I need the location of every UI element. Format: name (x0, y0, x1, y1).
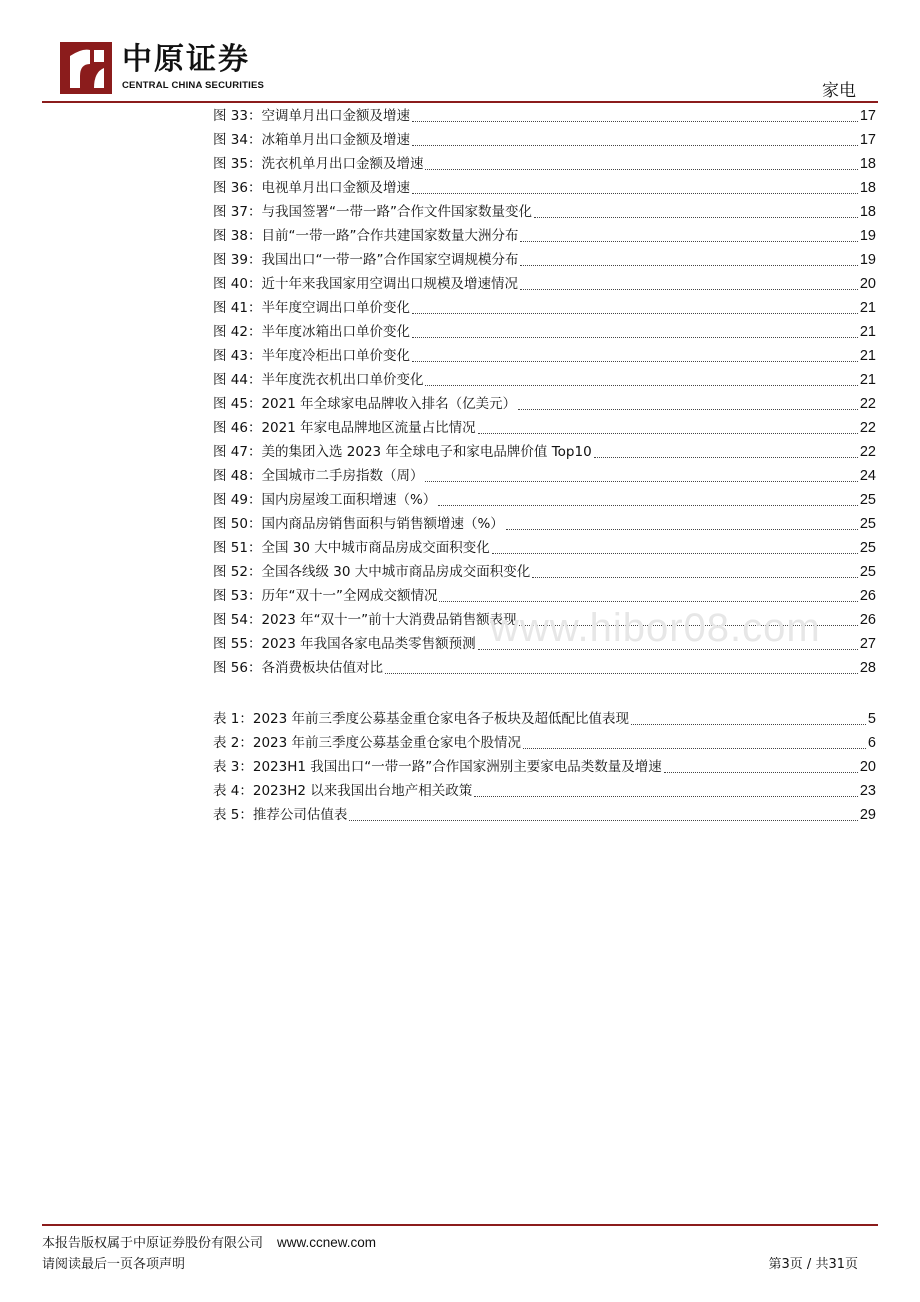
figure-entry-page: 22 (859, 396, 876, 412)
leader-dots (478, 649, 858, 650)
figure-entry-page: 26 (859, 588, 876, 604)
footer-copyright-line (42, 1232, 376, 1251)
figure-entry-label: 图 43：半年度冷柜出口单价变化 (213, 348, 410, 364)
leader-dots (506, 529, 858, 530)
figure-entry-label: 图 50：国内商品房销售面积与销售额增速（%） (213, 516, 504, 532)
figure-entry[interactable] (213, 656, 876, 680)
figure-entry[interactable] (213, 464, 876, 488)
leader-dots (412, 361, 858, 362)
table-entry-label: 表 4：2023H2 以来我国出台地产相关政策 (213, 783, 473, 799)
figure-entry-page: 25 (859, 516, 876, 532)
leader-dots (425, 385, 857, 386)
figure-entry-page: 18 (859, 156, 876, 172)
table-entry-page: 5 (867, 711, 876, 727)
logo-text-en: CENTRAL CHINA SECURITIES (122, 80, 265, 91)
figure-entry-page: 21 (859, 324, 876, 340)
figure-entry-page: 28 (859, 660, 876, 676)
figure-entry-label: 图 37：与我国签署“一带一路”合作文件国家数量变化 (213, 204, 532, 220)
leader-dots (412, 121, 858, 122)
figure-entry-page: 19 (859, 228, 876, 244)
figure-entry-label: 图 41：半年度空调出口单价变化 (213, 300, 410, 316)
figure-entry[interactable] (213, 104, 876, 128)
leader-dots (349, 820, 857, 821)
section-label: 家电 (822, 81, 856, 101)
figure-entry-label: 图 52：全国各线级 30 大中城市商品房成交面积变化 (213, 564, 531, 580)
leader-dots (519, 625, 858, 626)
figure-entry[interactable] (213, 272, 876, 296)
leader-dots (520, 265, 857, 266)
figure-entry[interactable] (213, 440, 876, 464)
leader-dots (385, 673, 858, 674)
footer-rule (42, 1224, 878, 1226)
figure-entry-label: 图 40：近十年来我国家用空调出口规模及增速情况 (213, 276, 518, 292)
footer-page-info: 第3页 / 共31页 (768, 1257, 858, 1272)
figure-entry[interactable] (213, 320, 876, 344)
logo-text-cn: 中原证券 (122, 42, 250, 77)
figure-entry-label: 图 51：全国 30 大中城市商品房成交面积变化 (213, 540, 490, 556)
figure-entry-page: 20 (859, 276, 876, 292)
figure-entry-page: 18 (859, 180, 876, 196)
table-entry-page: 6 (867, 735, 876, 751)
footer-copyright: 本报告版权属于中原证券股份有限公司 (42, 1236, 264, 1251)
figure-entry[interactable] (213, 632, 876, 656)
figure-entry[interactable] (213, 536, 876, 560)
figure-entry[interactable] (213, 488, 876, 512)
table-entry-label: 表 3：2023H1 我国出口“一带一路”合作国家洲别主要家电品类数量及增速 (213, 759, 662, 775)
table-entry-label: 表 2：2023 年前三季度公募基金重仓家电个股情况 (213, 735, 522, 751)
leader-dots (439, 601, 857, 602)
figure-entry-label: 图 54：2023 年“双十一”前十大消费品销售额表现 (213, 612, 517, 628)
figure-entry-page: 17 (859, 132, 876, 148)
figure-entry[interactable] (213, 368, 876, 392)
figure-entry-label: 图 33：空调单月出口金额及增速 (213, 108, 410, 124)
leader-dots (520, 289, 858, 290)
figure-entry[interactable] (213, 344, 876, 368)
header-rule (42, 101, 878, 103)
figure-entry-label: 图 39：我国出口“一带一路”合作国家空调规模分布 (213, 252, 519, 268)
leader-dots (474, 796, 858, 797)
table-entry-page: 29 (859, 807, 876, 823)
leader-dots (664, 772, 858, 773)
figure-entry-page: 27 (859, 636, 876, 652)
table-entry-page: 23 (859, 783, 876, 799)
figure-entry[interactable] (213, 224, 876, 248)
leader-dots (523, 748, 866, 749)
table-entry[interactable] (213, 803, 876, 827)
figure-entry-label: 图 55：2023 年我国各家电品类零售额预测 (213, 636, 476, 652)
figure-entry[interactable] (213, 200, 876, 224)
leader-dots (412, 145, 858, 146)
figure-entry[interactable] (213, 584, 876, 608)
leader-dots (478, 433, 858, 434)
table-entry-page: 20 (859, 759, 876, 775)
leader-dots (518, 409, 858, 410)
table-entry[interactable] (213, 779, 876, 803)
table-entry-label: 表 5：推荐公司估值表 (213, 807, 348, 823)
figure-entry-page: 25 (859, 540, 876, 556)
figure-entry-label: 图 49：国内房屋竣工面积增速（%） (213, 492, 437, 508)
figure-entry[interactable] (213, 608, 876, 632)
figure-entry-label: 图 45：2021 年全球家电品牌收入排名（亿美元） (213, 396, 517, 412)
figure-entry-page: 25 (859, 492, 876, 508)
leader-dots (425, 169, 857, 170)
table-list (213, 707, 876, 827)
figure-entry[interactable] (213, 176, 876, 200)
figure-entry-label: 图 38：目前“一带一路”合作共建国家数量大洲分布 (213, 228, 519, 244)
figure-entry-page: 26 (859, 612, 876, 628)
leader-dots (412, 313, 858, 314)
company-logo (60, 42, 290, 94)
leader-dots (412, 337, 858, 338)
figure-entry-label: 图 35：洗衣机单月出口金额及增速 (213, 156, 424, 172)
leader-dots (534, 217, 858, 218)
leader-dots (520, 241, 857, 242)
figure-entry-label: 图 44：半年度洗衣机出口单价变化 (213, 372, 424, 388)
figure-entry-page: 22 (859, 420, 876, 436)
leader-dots (438, 505, 858, 506)
figure-entry-page: 21 (859, 372, 876, 388)
table-entry[interactable] (213, 707, 876, 731)
figure-entry[interactable] (213, 416, 876, 440)
leader-dots (492, 553, 858, 554)
figure-entry-page: 22 (859, 444, 876, 460)
figure-list (213, 104, 876, 680)
figure-entry-page: 21 (859, 300, 876, 316)
leader-dots (532, 577, 858, 578)
table-entry[interactable] (213, 731, 876, 755)
figure-entry[interactable] (213, 152, 876, 176)
figure-entry-label: 图 48：全国城市二手房指数（周） (213, 468, 424, 484)
figure-entry-label: 图 34：冰箱单月出口金额及增速 (213, 132, 410, 148)
leader-dots (594, 457, 858, 458)
figure-entry-page: 17 (859, 108, 876, 124)
leader-dots (631, 724, 866, 725)
watermark: www.hibor08.com (490, 606, 821, 650)
figure-entry-label: 图 46：2021 年家电品牌地区流量占比情况 (213, 420, 476, 436)
figure-entry-page: 19 (859, 252, 876, 268)
logo-mark-icon (60, 42, 112, 94)
figure-entry-page: 24 (859, 468, 876, 484)
figure-entry-label: 图 53：历年“双十一”全网成交额情况 (213, 588, 438, 604)
figure-entry-label: 图 47：美的集团入选 2023 年全球电子和家电品牌价值 Top10 (213, 444, 592, 460)
leader-dots (425, 481, 857, 482)
figure-entry[interactable] (213, 512, 876, 536)
figure-entry[interactable] (213, 560, 876, 584)
figure-entry-page: 25 (859, 564, 876, 580)
figure-entry-label: 图 36：电视单月出口金额及增速 (213, 180, 410, 196)
table-entry[interactable] (213, 755, 876, 779)
figure-entry[interactable] (213, 392, 876, 416)
footer-url-link[interactable]: www.ccnew.com (277, 1235, 377, 1250)
figure-entry-page: 21 (859, 348, 876, 364)
figure-entry[interactable] (213, 296, 876, 320)
leader-dots (412, 193, 858, 194)
footer-disclaimer: 请阅读最后一页各项声明 (42, 1257, 186, 1272)
figure-entry-label: 图 56：各消费板块估值对比 (213, 660, 383, 676)
figure-entry-page: 18 (859, 204, 876, 220)
figure-entry[interactable] (213, 248, 876, 272)
table-entry-label: 表 1：2023 年前三季度公募基金重仓家电各子板块及超低配比值表现 (213, 711, 630, 727)
figure-entry[interactable] (213, 128, 876, 152)
figure-entry-label: 图 42：半年度冰箱出口单价变化 (213, 324, 410, 340)
